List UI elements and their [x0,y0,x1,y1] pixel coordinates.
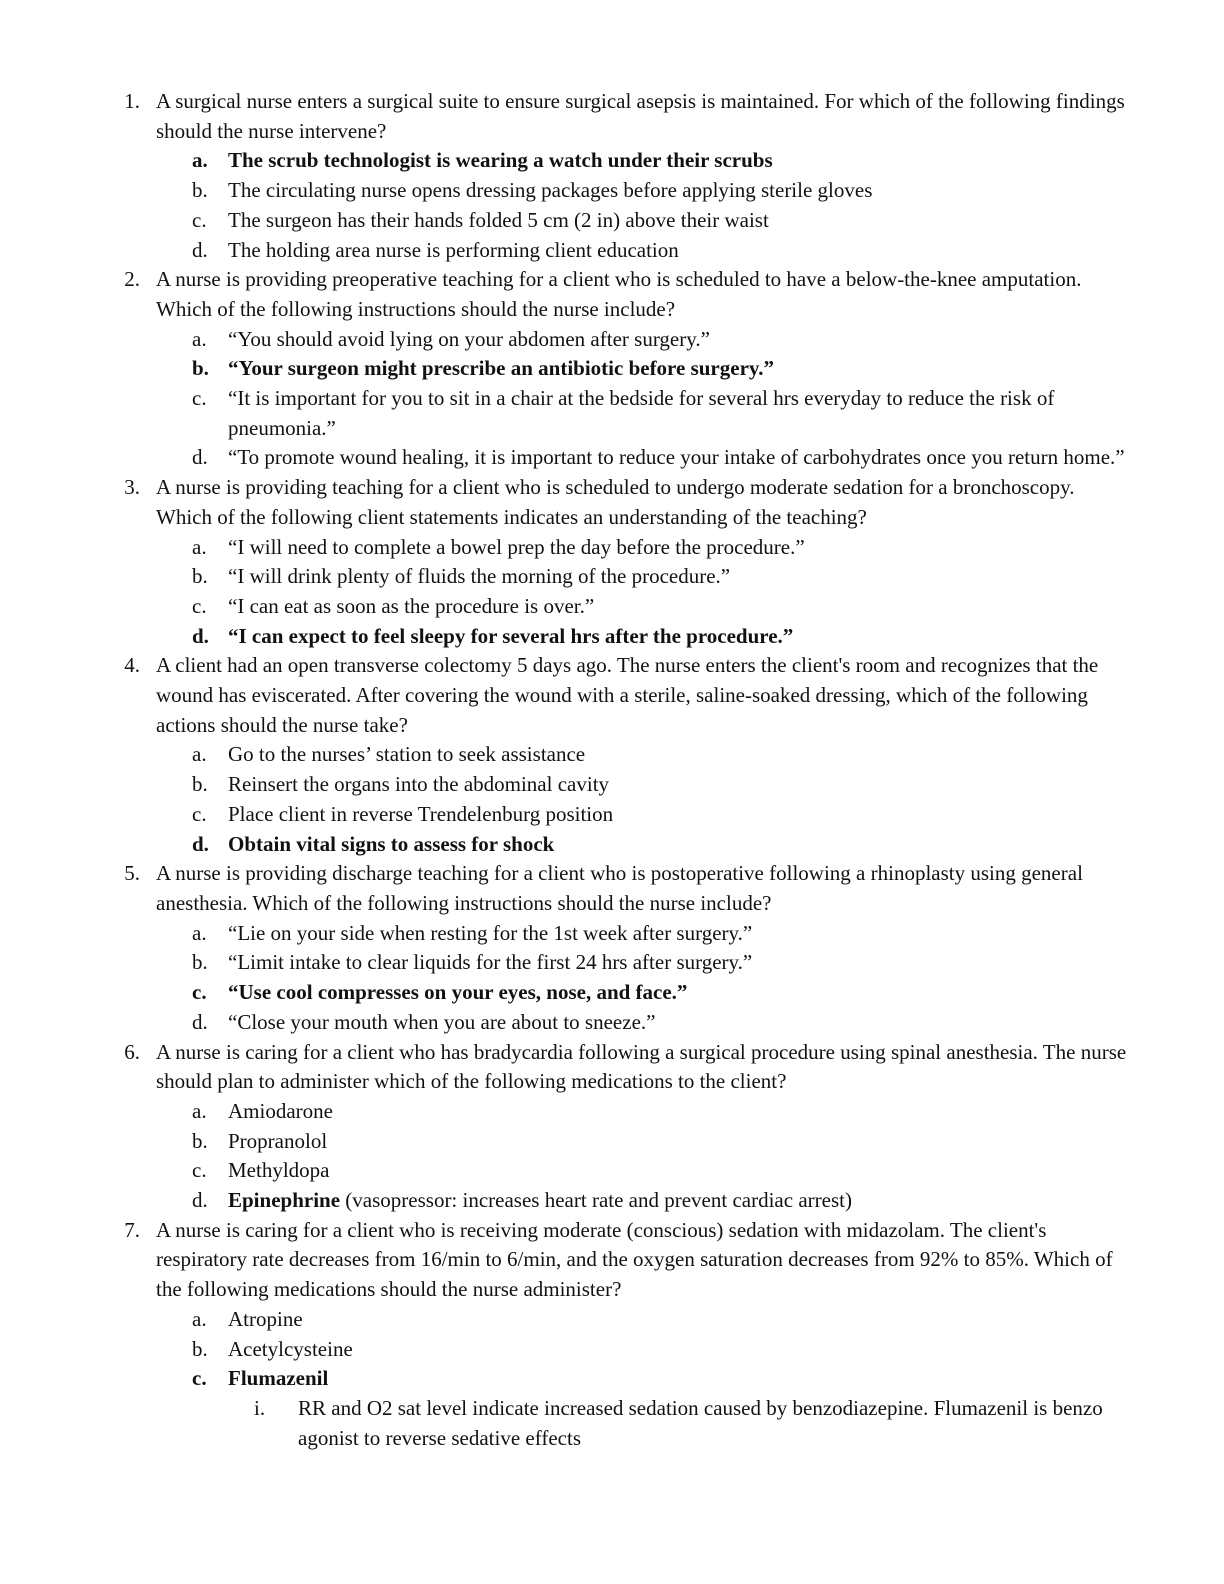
question-1 [116,87,1134,146]
answer-text: Epinephrine [228,1188,341,1213]
option-1b: b. The circulating nurse opens dressing packages before applying sterile gloves [192,178,873,203]
option-6d-correct: d. Epinephrine (vasopressor: increases heart rate and prevent cardiac arrest) [192,1188,852,1213]
option-2a: a. “You should avoid lying on your abdomen after surgery.” [192,326,710,351]
question-stem: A surgical nurse enters a surgical suite to ensure surgical asepsis is maintained. For which of the following findings should the nurse intervene? [156,89,1125,143]
option-5b: b. “Limit intake to clear liquids for the first 24 hrs after surgery.” [192,950,753,975]
rationale-7: i. RR and O2 sat level indicate increased sedation caused by benzodiazepine. Flumazenil is benzo agonist to reverse sedative effects [254,1395,1103,1450]
option-3d-correct: d. “I can expect to feel sleepy for several hrs after the procedure.” [192,623,794,648]
question-number: 1. [124,89,140,113]
question-number: 3. [124,475,140,500]
option-2d: d. “To promote wound healing, it is important to reduce your intake of carbohydrates once you return home.” [192,445,1125,470]
option-5a: a. “Lie on your side when resting for the 1st week after surgery.” [192,920,753,945]
option-2c: c. “It is important for you to sit in a chair at the bedside for several hrs everyday to reduce the risk of pneumonia.” [192,386,1055,440]
question-stem: A nurse is providing discharge teaching for a client who is postoperative following a rhinoplasty using general anesthesia. Which of the following instructions should the nurse include? [156,861,1083,915]
option-7c-correct: c. Flumazenil [192,1366,329,1391]
option-7b: b. Acetylcysteine [192,1336,353,1361]
question-5 [116,859,1134,918]
option-4d-correct: d. Obtain vital signs to assess for shock [192,831,555,856]
option-4a: a. Go to the nurses’ station to seek assistance [192,742,586,767]
option-5d: d. “Close your mouth when you are about to sneeze.” [192,1009,656,1034]
option-6c: c. Methyldopa [192,1158,330,1183]
option-3a: a. “I will need to complete a bowel prep the day before the procedure.” [192,534,805,559]
option-7a: a. Atropine [192,1306,303,1331]
option-1d: d. The holding area nurse is performing client education [192,237,679,262]
question-number: 2. [124,267,140,292]
option-4c: c. Place client in reverse Trendelenburg position [192,801,614,826]
question-number: 7. [124,1217,140,1242]
option-3c: c. “I can eat as soon as the procedure is over.” [192,593,595,618]
question-4 [116,651,1134,740]
question-3 [116,473,1134,532]
option-6b: b. Propranolol [192,1128,328,1153]
option-1c: c. The surgeon has their hands folded 5 cm (2 in) above their waist [192,207,769,232]
answer-note: (vasopressor: increases heart rate and prevent cardiac arrest) [340,1188,852,1213]
question-stem: A client had an open transverse colectomy 5 days ago. The nurse enters the client's room and recognizes that the wound has eviscerated. After covering the wound with a sterile, saline-soaked dressing, which of the following actions should the nurse take? [156,653,1099,737]
option-6a: a. Amiodarone [192,1098,333,1123]
question-stem: A nurse is providing preoperative teaching for a client who is scheduled to have a below-the-knee amputation. Which of the following instructions should the nurse include? [156,267,1082,321]
option-2b-correct: b. “Your surgeon might prescribe an antibiotic before surgery.” [192,356,774,381]
question-7 [116,1216,1134,1305]
question-number: 5. [124,861,140,886]
question-stem: A nurse is caring for a client who has bradycardia following a surgical procedure using spinal anesthesia. The nurse should plan to administer which of the following medications to the client? [156,1039,1127,1094]
option-5c-correct: c. “Use cool compresses on your eyes, nose, and face.” [192,980,688,1005]
option-1a-correct: a. The scrub technologist is wearing a watch under their scrubs [192,148,773,173]
question-2 [116,265,1134,324]
question-6 [116,1038,1134,1097]
question-stem: A nurse is providing teaching for a client who is scheduled to undergo moderate sedation for a bronchoscopy. Which of the following client statements indicates an understanding of the teaching? [156,475,1075,529]
option-4b: b. Reinsert the organs into the abdominal cavity [192,772,610,797]
question-number: 6. [124,1039,140,1064]
question-number: 4. [124,653,140,678]
question-stem: A nurse is caring for a client who is receiving moderate (conscious) sedation with midazolam. The client's respiratory rate decreases from 16/min to 6/min, and the oxygen saturation decreases from 92% to 85%. Which of the following medications should the nurse administer? [156,1217,1113,1302]
option-3b: b. “I will drink plenty of fluids the morning of the procedure.” [192,564,731,589]
